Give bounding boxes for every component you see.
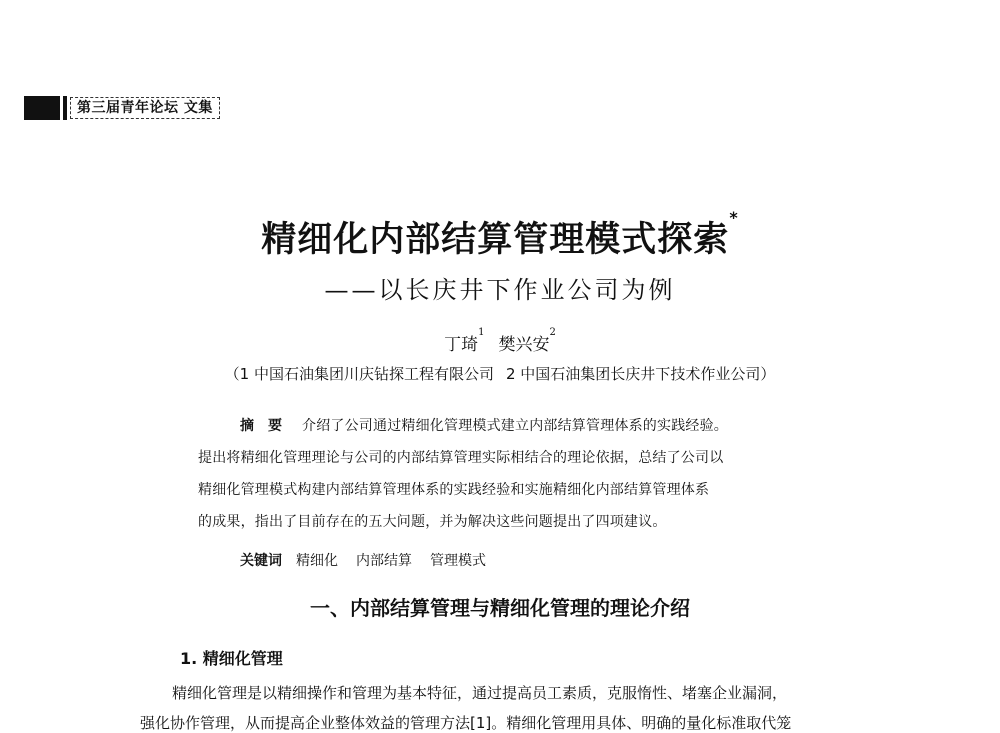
keywords-label: 关键词 — [240, 553, 282, 569]
affiliation-close-paren: ） — [760, 365, 776, 383]
abstract-line: 提出将精细化管理理论与公司的内部结算管理实际相结合的理论依据，总结了公司以 — [198, 450, 724, 466]
author-name: 丁琦 — [444, 335, 479, 355]
keywords — [240, 550, 504, 570]
running-header — [24, 96, 220, 120]
affiliation-item: 1 中国石油集团川庆钻探工程有限公司 — [239, 365, 494, 383]
subsection-heading: 1. 精细化管理 — [180, 649, 283, 668]
header-label: 第三届青年论坛 文集 — [70, 97, 220, 119]
abstract-label: 摘要 — [240, 418, 296, 434]
abstract — [198, 410, 823, 538]
keyword: 管理模式 — [430, 553, 486, 569]
title-footnote-mark: * — [729, 208, 739, 227]
paper-subtitle: ——以长庆井下作业公司为例 — [324, 276, 676, 304]
keyword: 精细化 — [296, 553, 338, 569]
author-affiliation-mark: 1 — [478, 327, 485, 338]
body-text-line: 强化协作管理，从而提高企业整体效益的管理方法[1]。精细化管理用具体、明确的量化标准取代笼 — [140, 714, 792, 732]
author-list — [0, 327, 1000, 355]
body-text-line: 精细化管理是以精细操作和管理为基本特征，通过提高员工素质，克服惰性、堵塞企业漏洞， — [172, 684, 788, 702]
header-bar — [63, 96, 67, 120]
affiliation-open-paren: （ — [224, 365, 240, 383]
keyword: 内部结算 — [356, 553, 412, 569]
paper-title-text: 精细化内部结算管理模式探索 — [261, 220, 730, 260]
author-name: 樊兴安 — [498, 335, 550, 355]
paper-title — [0, 208, 1000, 262]
affiliation-item: 2 中国石油集团长庆井下技术作业公司 — [506, 365, 761, 383]
abstract-line — [198, 410, 823, 442]
section-heading: 一、内部结算管理与精细化管理的理论介绍 — [310, 596, 690, 620]
abstract-line: 精细化管理模式构建内部结算管理体系的实践经验和实施精细化内部结算管理体系 — [198, 482, 710, 498]
affiliation-line — [0, 363, 1000, 384]
abstract-line: 的成果，指出了目前存在的五大问题，并为解决这些问题提出了四项建议。 — [198, 514, 667, 530]
header-black-block — [24, 96, 60, 120]
author-affiliation-mark: 2 — [549, 327, 556, 338]
abstract-text: 介绍了公司通过精细化管理模式建立内部结算管理体系的实践经验。 — [302, 418, 728, 434]
